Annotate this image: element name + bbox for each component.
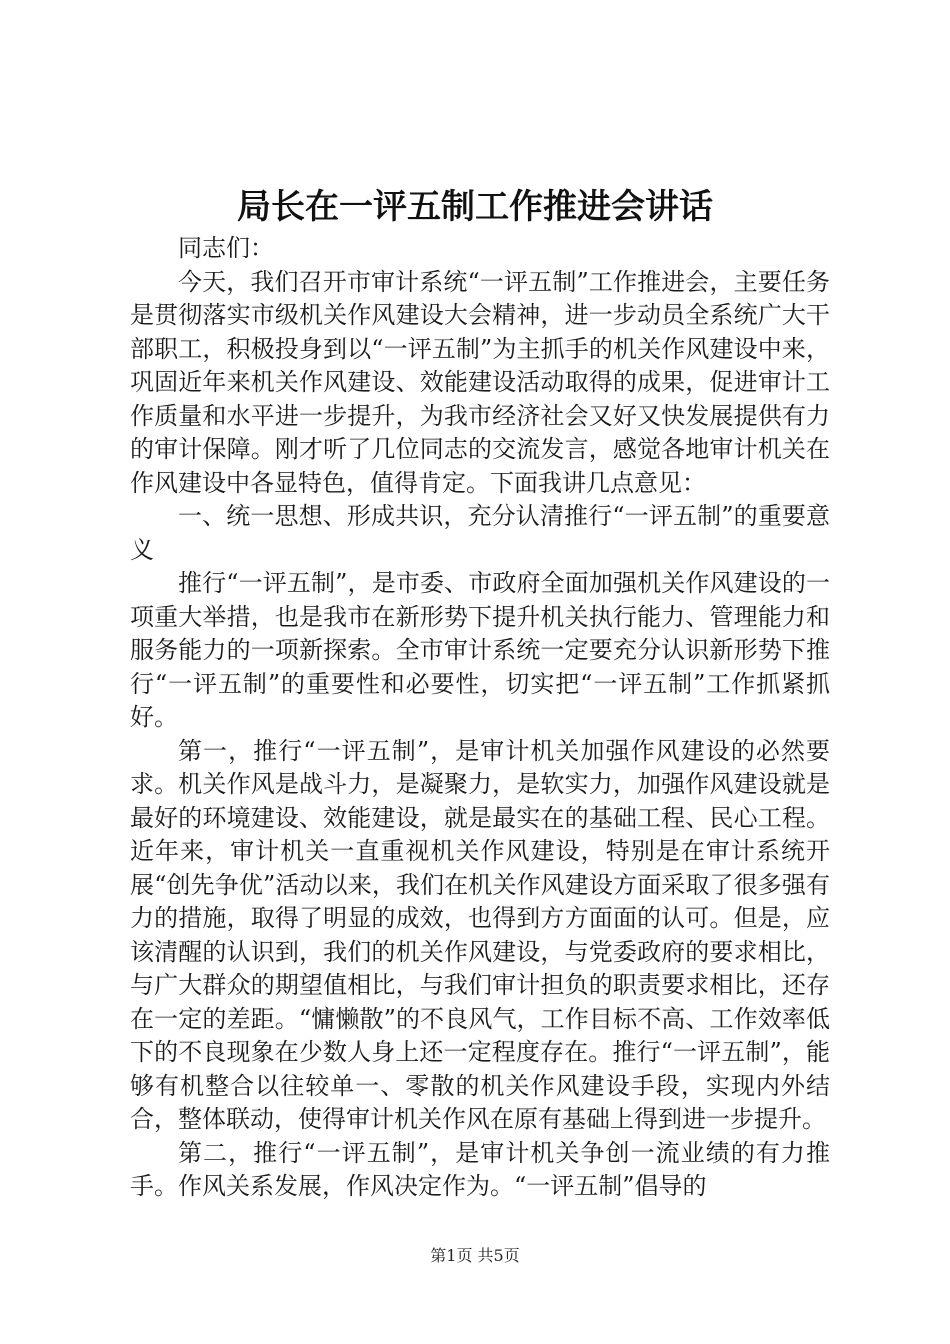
body-paragraph: 第二，推行“一评五制”，是审计机关争创一流业绩的有力推手。作风关系发展，作风决定作为。“一评五制”倡导的 [130, 1138, 830, 1200]
intro-paragraph: 今天，我们召开市审计系统“一评五制”工作推进会，主要任务是贯彻落实市级机关作风建设大会精神，进一步动员全系统广大干部职工，积极投身到以“一评五制”为主抓手的机关作风建设中来，巩固近年来机关作风建设、效能建设活动取得的成果，促进审计工作质量和水平进一步提升，为我市经济社会又好又快发展提供有力的审计保障。刚才听了几位同志的交流发言，感觉各地审计机关在作风建设中各显特色，值得肯定。下面我讲几点意见： [130, 267, 830, 497]
document-body [130, 232, 830, 1204]
document-title: 局长在一评五制工作推进会讲话 [237, 187, 713, 227]
salutation-paragraph: 同志们： [178, 234, 274, 262]
section-heading-1: 一、统一思想、形成共识，充分认清推行“一评五制”的重要意义 [130, 502, 830, 564]
body-paragraph: 推行“一评五制”，是市委、市政府全面加强机关作风建设的一项重大举措，也是我市在新形势下提升机关执行能力、管理能力和服务能力的一项新探索。全市审计系统一定要充分认识新形势下推行“一评五制”的重要性和必要性，切实把“一评五制”工作抓紧抓好。 [130, 569, 830, 731]
body-paragraph: 第一，推行“一评五制”，是审计机关加强作风建设的必然要求。机关作风是战斗力，是凝聚力，是软实力，加强作风建设就是最好的环境建设、效能建设，就是最实在的基础工程、民心工程。近年来，审计机关一直重视机关作风建设，特别是在审计系统开展“创先争优”活动以来，我们在机关作风建设方面采取了很多强有力的措施，取得了明显的成效，也得到方方面面的认可。但是，应该清醒的认识到，我们的机关作风建设，与党委政府的要求相比，与广大群众的期望值相比，与我们审计担负的职责要求相比，还存在一定的差距。“慵懒散”的不良风气，工作目标不高、工作效率低下的不良现象在少数人身上还一定程度存在。推行“一评五制”，能够有机整合以往较单一、零散的机关作风建设手段，实现内外结合，整体联动，使得审计机关作风在原有基础上得到进一步提升。 [130, 736, 830, 1133]
page-footer: 第1页 共5页 [430, 1246, 520, 1265]
